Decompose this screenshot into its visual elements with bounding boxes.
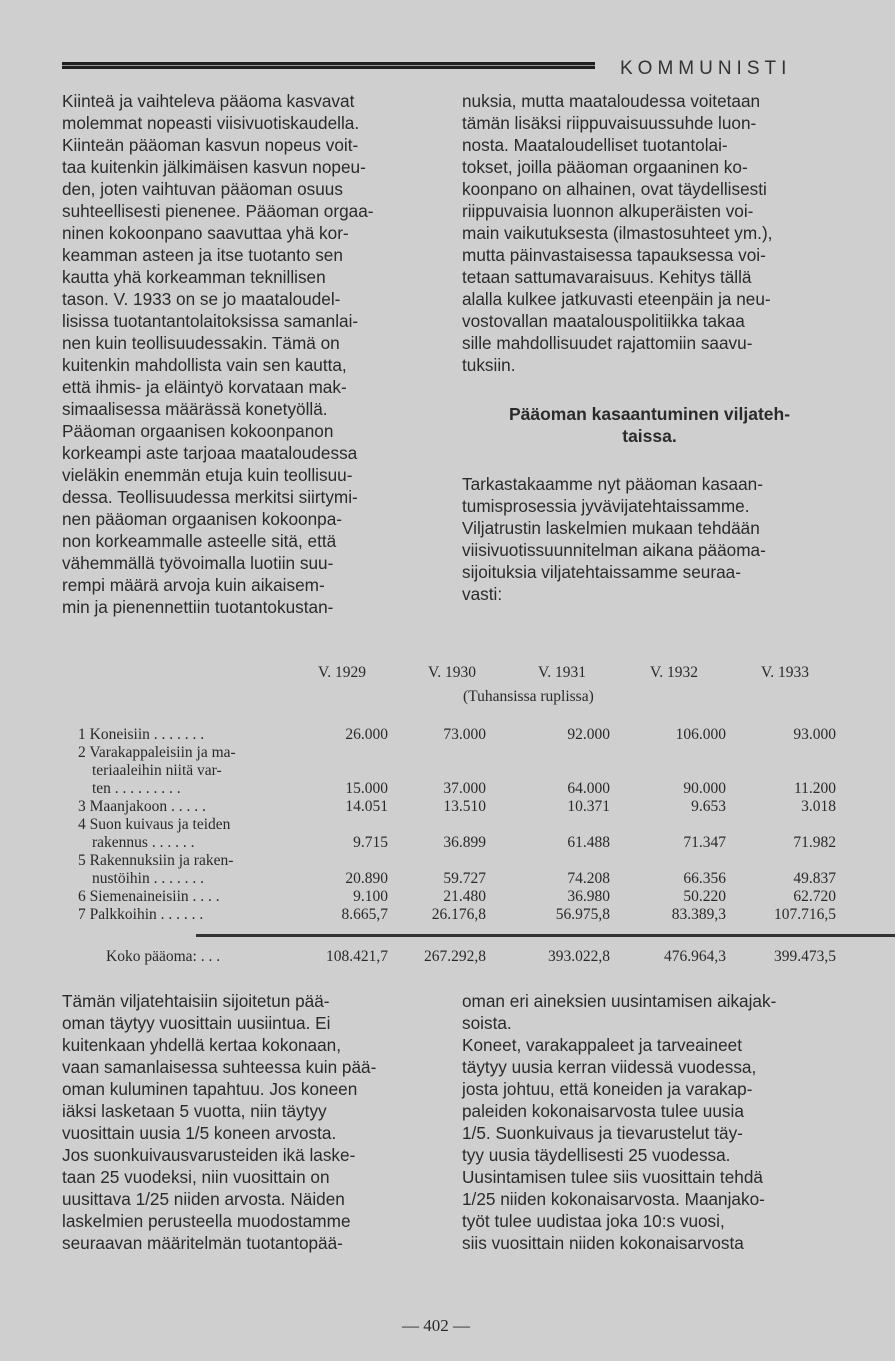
text-line: sille mahdollisuudet rajattomiin saavu- [462, 333, 753, 353]
text-line: seuraavan määritelmän tuotantopää- [62, 1233, 343, 1253]
table-cell: 8.665,7 [341, 906, 388, 923]
table-year-header: V. 1930 [428, 664, 476, 681]
text-line: Tämän viljatehtaisiin sijoitetun pää- [62, 991, 330, 1011]
section-heading: Pääoman kasaantuminen viljateh- [508, 404, 791, 424]
table-cell: 37.000 [443, 780, 486, 797]
table-row-label [78, 906, 308, 924]
text-line: Kiinteän pääoman kasvun nopeus voit- [62, 135, 359, 155]
text-line: suhteellisesti pienenee. Pääoman orgaa- [62, 201, 374, 221]
table-total-cell: 267.292,8 [424, 948, 486, 965]
left-column-bottom [62, 990, 437, 1254]
table-total-cell: 108.421,7 [326, 948, 388, 965]
row-label-line: 5 Rakennuksiin ja raken- [78, 852, 234, 869]
text-line: vasti: [462, 584, 503, 604]
table-cell: 71.347 [683, 834, 726, 851]
table-cell: 36.899 [443, 834, 486, 851]
table-cell: 21.480 [443, 888, 486, 905]
text-line: simaalisessa määrässä konetyöllä. [62, 399, 328, 419]
table-year-header: V. 1929 [318, 664, 366, 681]
text-line: oman kuluminen tapahtuu. Jos koneen [62, 1079, 358, 1099]
table-cell: 26.176,8 [431, 906, 486, 923]
table-cell: 11.200 [793, 780, 836, 797]
text-line: nosta. Maataloudelliset tuotantolai- [462, 135, 728, 155]
text-line: nen pääoman orgaanisen kokoonpa- [62, 509, 342, 529]
text-line: oman eri aineksien uusintamisen aikajak- [462, 991, 777, 1011]
text-line: Uusintamisen tulee siis vuosittain tehdä [462, 1167, 763, 1187]
table-cell: 71.982 [793, 834, 836, 851]
text-line: 1/5. Suonkuivaus ja tievarustelut täy- [462, 1123, 743, 1143]
text-line: täytyy uusia kerran viidessä vuodessa, [462, 1057, 757, 1077]
text-line: tämän lisäksi riippuvaisuussuhde luon- [462, 113, 757, 133]
text-line: kuitenkaan yhdellä kertaa kokonaan, [62, 1035, 342, 1055]
text-line: molemmat nopeasti viisivuotiskaudella. [62, 113, 360, 133]
text-line: tason. V. 1933 on se jo maataloudel- [62, 289, 341, 309]
text-line: vostovallan maatalouspolitiikka takaa [462, 311, 745, 331]
table-year-header: V. 1932 [650, 664, 698, 681]
table-cell: 15.000 [345, 780, 388, 797]
text-line: mutta päinvastaisessa tapauksessa voi- [462, 245, 766, 265]
text-line: kautta yhä korkeamman teknillisen [62, 267, 326, 287]
table-cell: 13.510 [443, 798, 486, 815]
table-cell: 56.975,8 [555, 906, 610, 923]
table-row-label [78, 726, 308, 744]
text-line: soista. [462, 1013, 512, 1033]
text-line: Koneet, varakappaleet ja tarveaineet [462, 1035, 742, 1055]
text-line: alalla kulkee jatkuvasti eteenpäin ja neu- [462, 289, 771, 309]
text-line: dessa. Teollisuudessa merkitsi siirtymi- [62, 487, 358, 507]
table-cell: 90.000 [683, 780, 726, 797]
table-cell: 49.837 [793, 870, 836, 887]
text-line: uusittava 1/25 niiden arvosta. Näiden [62, 1189, 345, 1209]
text-line: min ja pienennettiin tuotantokustan- [62, 597, 334, 617]
text-line: paleiden kokonaisarvosta tulee uusia [462, 1101, 744, 1121]
table-sum-rule [196, 934, 895, 937]
table-cell: 106.000 [675, 726, 726, 743]
text-line: Kiinteä ja vaihteleva pääoma kasvavat [62, 91, 355, 111]
table-cell: 20.890 [345, 870, 388, 887]
row-label-line: 1 Koneisiin . . . . . . . [78, 726, 205, 743]
right-column-bottom [462, 990, 837, 1254]
journal-title: KOMMUNISTI [620, 58, 792, 79]
text-line: non korkeammalle asteelle sitä, että [62, 531, 337, 551]
text-line: kuitenkin mahdollista vain sen kautta, [62, 355, 347, 375]
table-cell: 9.100 [353, 888, 388, 905]
text-line: siis vuosittain niiden kokonaisarvosta [462, 1233, 744, 1253]
table-cell: 14.051 [345, 798, 388, 815]
header-rule [62, 62, 595, 69]
table-total-label: Koko pääoma: . . . [106, 948, 221, 965]
table-row-label [78, 852, 308, 888]
text-line: viisivuotissuunnitelman aikana pääoma- [462, 540, 766, 560]
table-total-cell: 399.473,5 [774, 948, 836, 965]
table-row-label [78, 744, 308, 798]
text-line: vuosittain uusia 1/5 koneen arvosta. [62, 1123, 337, 1143]
text-line: josta johtuu, että koneiden ja varakap- [462, 1079, 753, 1099]
text-line: että ihmis- ja eläintyö korvataan mak- [62, 377, 347, 397]
table-total-cell: 393.022,8 [548, 948, 610, 965]
row-label-line: teriaaleihin niitä var- [92, 762, 222, 779]
text-line: iäksi lasketaan 5 vuotta, niin täytyy [62, 1101, 327, 1121]
row-label-line: 3 Maanjakoon . . . . . [78, 798, 206, 815]
text-line: tokset, joilla pääoman orgaaninen ko- [462, 157, 748, 177]
table-cell: 9.715 [353, 834, 388, 851]
table-year-header: V. 1933 [761, 664, 809, 681]
text-line: taa kuitenkin jälkimäisen kasvun nopeu- [62, 157, 366, 177]
table-cell: 83.389,3 [671, 906, 726, 923]
table-cell: 36.980 [567, 888, 610, 905]
table-cell: 50.220 [683, 888, 726, 905]
text-line: vähemmällä työvoimalla luotiin suu- [62, 553, 334, 573]
row-label-line: rakennus . . . . . . [92, 834, 195, 851]
text-line: ninen kokoonpano saavuttaa yhä kor- [62, 223, 349, 243]
table-cell: 59.727 [443, 870, 486, 887]
text-line: keamman asteen ja itse tuotanto sen [62, 245, 343, 265]
table-cell: 61.488 [567, 834, 610, 851]
text-line: vieläkin enemmän etuja kuin teollisuu- [62, 465, 353, 485]
text-line: tuksiin. [462, 355, 516, 375]
table-cell: 66.356 [683, 870, 726, 887]
text-line: 1/25 niiden kokonaisarvosta. Maanjako- [462, 1189, 765, 1209]
text-line: lisissa tuotantantolaitoksissa samanlai- [62, 311, 359, 331]
table-cell: 10.371 [567, 798, 610, 815]
table-cell: 74.208 [567, 870, 610, 887]
row-label-line: 6 Siemenaineisiin . . . . [78, 888, 220, 905]
text-line: tumisprosessia jyvävijatehtaissamme. [462, 496, 750, 516]
table-row-label [78, 816, 308, 852]
table-row-label [78, 798, 308, 816]
table-cell: 64.000 [567, 780, 610, 797]
text-line: taan 25 vuodeksi, niin vuosittain on [62, 1167, 330, 1187]
text-line: laskelmien perusteella muodostamme [62, 1211, 351, 1231]
table-row-label [78, 888, 308, 906]
left-column-top [62, 90, 437, 618]
section-heading: taissa. [622, 426, 677, 446]
text-line: koonpano on alhainen, ovat täydellisesti [462, 179, 767, 199]
text-line: nuksia, mutta maataloudessa voitetaan [462, 91, 761, 111]
table-cell: 107.716,5 [774, 906, 836, 923]
text-line: den, joten vaihtuvan pääoman osuus [62, 179, 343, 199]
text-line: työt tulee uudistaa joka 10:s vuosi, [462, 1211, 725, 1231]
table-unit: (Tuhansissa ruplissa) [463, 688, 594, 705]
table-cell: 3.018 [801, 798, 836, 815]
right-column-top [462, 90, 837, 605]
text-line: riippuvaisia luonnon alkuperäisten voi- [462, 201, 754, 221]
text-line: tyy uusia täydellisesti 25 vuodessa. [462, 1145, 731, 1165]
row-label-line: nustöihin . . . . . . . [92, 870, 204, 887]
table-cell: 62.720 [793, 888, 836, 905]
table-cell: 9.653 [691, 798, 726, 815]
text-line: Pääoman orgaanisen kokoonpanon [62, 421, 334, 441]
text-line: Viljatrustin laskelmien mukaan tehdään [462, 518, 760, 538]
text-line: rempi määrä arvoja kuin aikaisem- [62, 575, 325, 595]
table-cell: 73.000 [443, 726, 486, 743]
table-total-cell: 476.964,3 [664, 948, 726, 965]
text-line: nen kuin teollisuudessakin. Tämä on [62, 333, 340, 353]
text-line: korkeampi aste tarjoaa maataloudessa [62, 443, 358, 463]
text-line: sijoituksia viljatehtaissamme seuraa- [462, 562, 741, 582]
table-year-header: V. 1931 [538, 664, 586, 681]
table-cell: 26.000 [345, 726, 388, 743]
text-line: vaan samanlaisessa suhteessa kuin pää- [62, 1057, 377, 1077]
page-number: — 402 — [402, 1316, 470, 1335]
table-cell: 93.000 [793, 726, 836, 743]
text-line: oman täytyy vuosittain uusiintua. Ei [62, 1013, 331, 1033]
text-line: Jos suonkuivausvarusteiden ikä laske- [62, 1145, 356, 1165]
row-label-line: ten . . . . . . . . . [92, 780, 181, 797]
text-line: tetaan sattumavaraisuus. Kehitys tällä [462, 267, 752, 287]
table-cell: 92.000 [567, 726, 610, 743]
text-line: Tarkastakaamme nyt pääoman kasaan- [462, 474, 763, 494]
row-label-line: 4 Suon kuivaus ja teiden [78, 816, 231, 833]
row-label-line: 2 Varakappaleisiin ja ma- [78, 744, 236, 761]
text-line: main vaikutuksesta (ilmastosuhteet ym.), [462, 223, 773, 243]
row-label-line: 7 Palkkoihin . . . . . . [78, 906, 204, 923]
